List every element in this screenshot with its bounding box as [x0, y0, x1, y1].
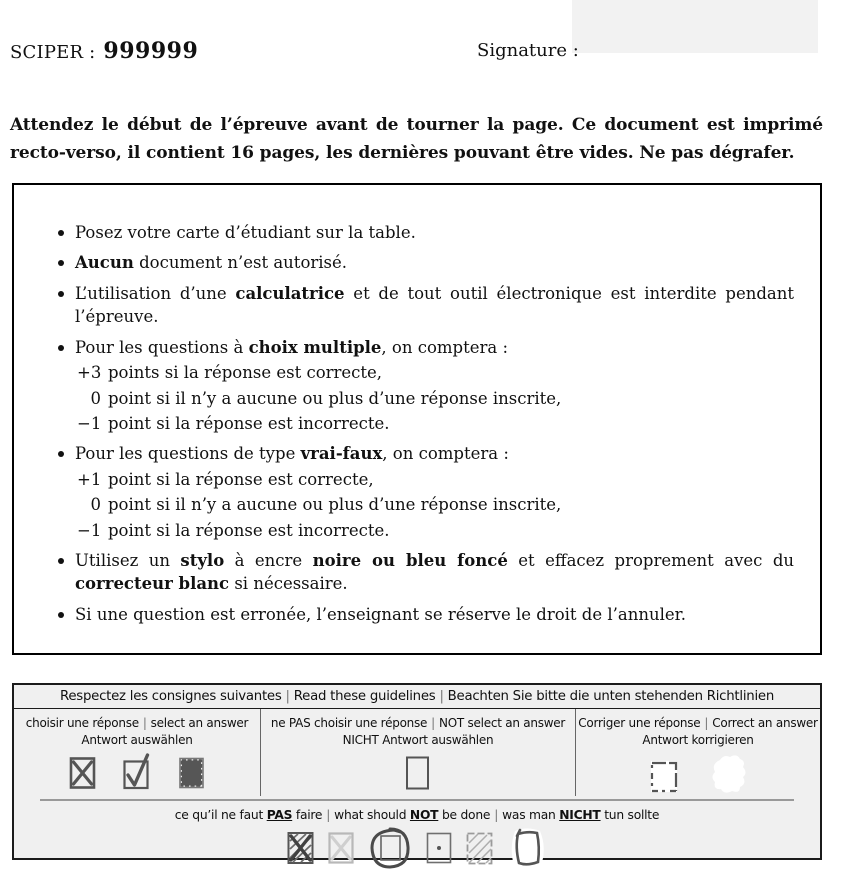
rule-item	[58, 221, 794, 244]
checkbox-checked-icon	[123, 753, 151, 790]
score-value: +3	[77, 363, 102, 383]
label-en: NOT select an answer	[438, 716, 566, 730]
checkbox-faint-x-icon	[328, 832, 354, 864]
checkbox-hatched-icon	[466, 832, 493, 865]
separator-pipe: |	[326, 808, 331, 822]
column-label	[261, 715, 575, 732]
bullet-icon	[58, 451, 64, 457]
column-select-answer	[14, 709, 260, 796]
dont-en: what should	[334, 808, 410, 822]
rule-text: à encre	[224, 551, 313, 571]
score-text: point si la réponse est incorrecte.	[108, 413, 390, 433]
guidelines-header-de: Beachten Sie bitte die unten stehenden Richtlinien	[447, 689, 775, 704]
rule-text: document n’est autorisé.	[133, 253, 348, 273]
guidelines-columns	[14, 709, 820, 796]
dont-example-icons	[14, 826, 820, 870]
score-text: point si il n’y a aucune ou plus d’une réponse inscrite,	[108, 388, 562, 408]
column-correct-answer	[576, 709, 820, 796]
separator-pipe: |	[439, 689, 444, 704]
scoring-row	[77, 519, 794, 542]
rule-text: choix multiple	[248, 337, 382, 357]
rule-text: Aucun	[75, 253, 134, 273]
score-value: −1	[77, 520, 102, 540]
rule-text: noire ou bleu foncé	[312, 551, 508, 571]
example-icons	[14, 753, 260, 790]
column-label-de: Antwort auswählen	[81, 732, 193, 747]
dont-caption	[14, 808, 820, 822]
sciper-label: SCIPER :	[10, 42, 96, 63]
dont-fr-keyword: PAS	[266, 808, 293, 822]
rule-text: calculatrice	[235, 283, 345, 303]
score-text: point si il n’y a aucune ou plus d’une réponse inscrite,	[108, 495, 562, 515]
rule-item	[58, 549, 794, 596]
label-en: select an answer	[150, 716, 249, 730]
scoring-sublist	[77, 468, 794, 542]
rules-list	[58, 221, 794, 626]
label-en: Correct an answer	[712, 716, 818, 730]
bullet-icon	[58, 345, 64, 351]
checkbox-whiteout-icon	[648, 757, 680, 795]
signature-field-box	[572, 0, 818, 53]
guidelines-header-fr: Respectez les consignes suivantes	[59, 689, 282, 704]
rule-item	[58, 282, 794, 329]
rule-text: vrai-faux	[300, 444, 383, 464]
scoring-row	[77, 412, 794, 435]
column-label-de: NICHT Antwort auswählen	[342, 732, 494, 747]
guidelines-header-en: Read these guidelines	[293, 689, 436, 704]
rule-item	[58, 603, 794, 626]
rule-text: Pour les questions de type	[75, 444, 301, 464]
score-value: 0	[90, 388, 101, 408]
rule-text: Si une question est erronée, l’enseignant se réserve le droit de l’annuler.	[75, 604, 686, 624]
separator-pipe: |	[142, 716, 147, 730]
rule-text: si nécessaire.	[229, 574, 348, 594]
score-value: 0	[90, 495, 101, 515]
dont-fr: ce qu’il ne faut	[174, 808, 267, 822]
signature-label: Signature :	[477, 40, 579, 61]
guidelines-table	[12, 683, 822, 860]
scoring-row	[77, 387, 794, 410]
rule-text: stylo	[180, 551, 225, 571]
column-label	[576, 715, 820, 732]
column-not-select	[260, 709, 576, 796]
label-fr: Corriger une réponse	[578, 716, 701, 730]
rule-item	[58, 336, 794, 436]
checkbox-empty-icon	[405, 753, 431, 791]
dont-fr-post: faire	[292, 808, 323, 822]
checkbox-scribbled-x-icon	[287, 831, 314, 865]
score-value: +1	[77, 469, 102, 489]
separator-pipe: |	[285, 689, 290, 704]
bullet-icon	[58, 612, 64, 618]
bullet-icon	[58, 558, 64, 564]
dont-en-post: be done	[438, 808, 491, 822]
example-icons	[576, 753, 820, 795]
sciper-value: 999999	[103, 38, 199, 64]
column-label	[14, 715, 260, 732]
rule-text: et de tout outil électronique est interdite pendant l’épreuve.	[75, 283, 794, 327]
checkbox-redrawn-icon	[507, 826, 547, 870]
bullet-icon	[58, 230, 64, 236]
separator-pipe: |	[431, 716, 435, 730]
rule-text: , on comptera :	[381, 337, 509, 357]
dont-de-post: tun sollte	[600, 808, 660, 822]
notice-paragraph: Attendez le début de l’épreuve avant de tourner la page. Ce document est imprimé recto-verso, il contient 16 pages, les dernières pouvant être vides. Ne pas dégrafer.	[10, 115, 823, 163]
score-text: points si la réponse est correcte,	[108, 363, 383, 383]
rule-item	[58, 251, 794, 274]
score-text: point si la réponse est incorrecte.	[108, 520, 390, 540]
rule-text: et effacez proprement avec du	[507, 551, 795, 571]
score-text: point si la réponse est correcte,	[108, 469, 374, 489]
rule-text: Posez votre carte d’étudiant sur la table.	[75, 223, 416, 242]
checkbox-crossed-icon	[69, 753, 96, 790]
scoring-row	[77, 361, 794, 384]
rule-text: correcteur blanc	[75, 574, 230, 594]
rule-text: , on comptera :	[382, 444, 509, 464]
score-value: −1	[77, 413, 102, 433]
label-fr: choisir une réponse	[25, 716, 139, 730]
rule-text: L’utilisation d’une	[75, 283, 236, 303]
dont-de: was man	[502, 808, 560, 822]
dont-de-keyword: NICHT	[559, 808, 601, 822]
separator-pipe: |	[704, 716, 709, 730]
whiteout-blob-icon	[710, 753, 748, 795]
column-label-de: Antwort korrigieren	[642, 732, 754, 747]
checkbox-dot-icon	[426, 832, 452, 864]
rule-item	[58, 442, 794, 542]
scoring-sublist	[77, 361, 794, 435]
rules-box	[12, 183, 822, 655]
bullet-icon	[58, 291, 64, 297]
checkbox-circled-icon	[368, 827, 412, 869]
separator-pipe: |	[494, 808, 499, 822]
rule-text: Utilisez un	[75, 551, 181, 571]
horizontal-separator	[40, 799, 794, 801]
scoring-row	[77, 493, 794, 516]
checkbox-filled-icon	[178, 753, 205, 790]
sciper-row	[10, 38, 198, 64]
guidelines-header	[14, 685, 820, 709]
rule-text: Pour les questions à	[75, 337, 249, 357]
label-fr: ne PAS choisir une réponse	[270, 716, 428, 730]
example-icons	[261, 753, 575, 791]
scoring-row	[77, 468, 794, 491]
bullet-icon	[58, 260, 64, 266]
dont-en-keyword: NOT	[409, 808, 439, 822]
